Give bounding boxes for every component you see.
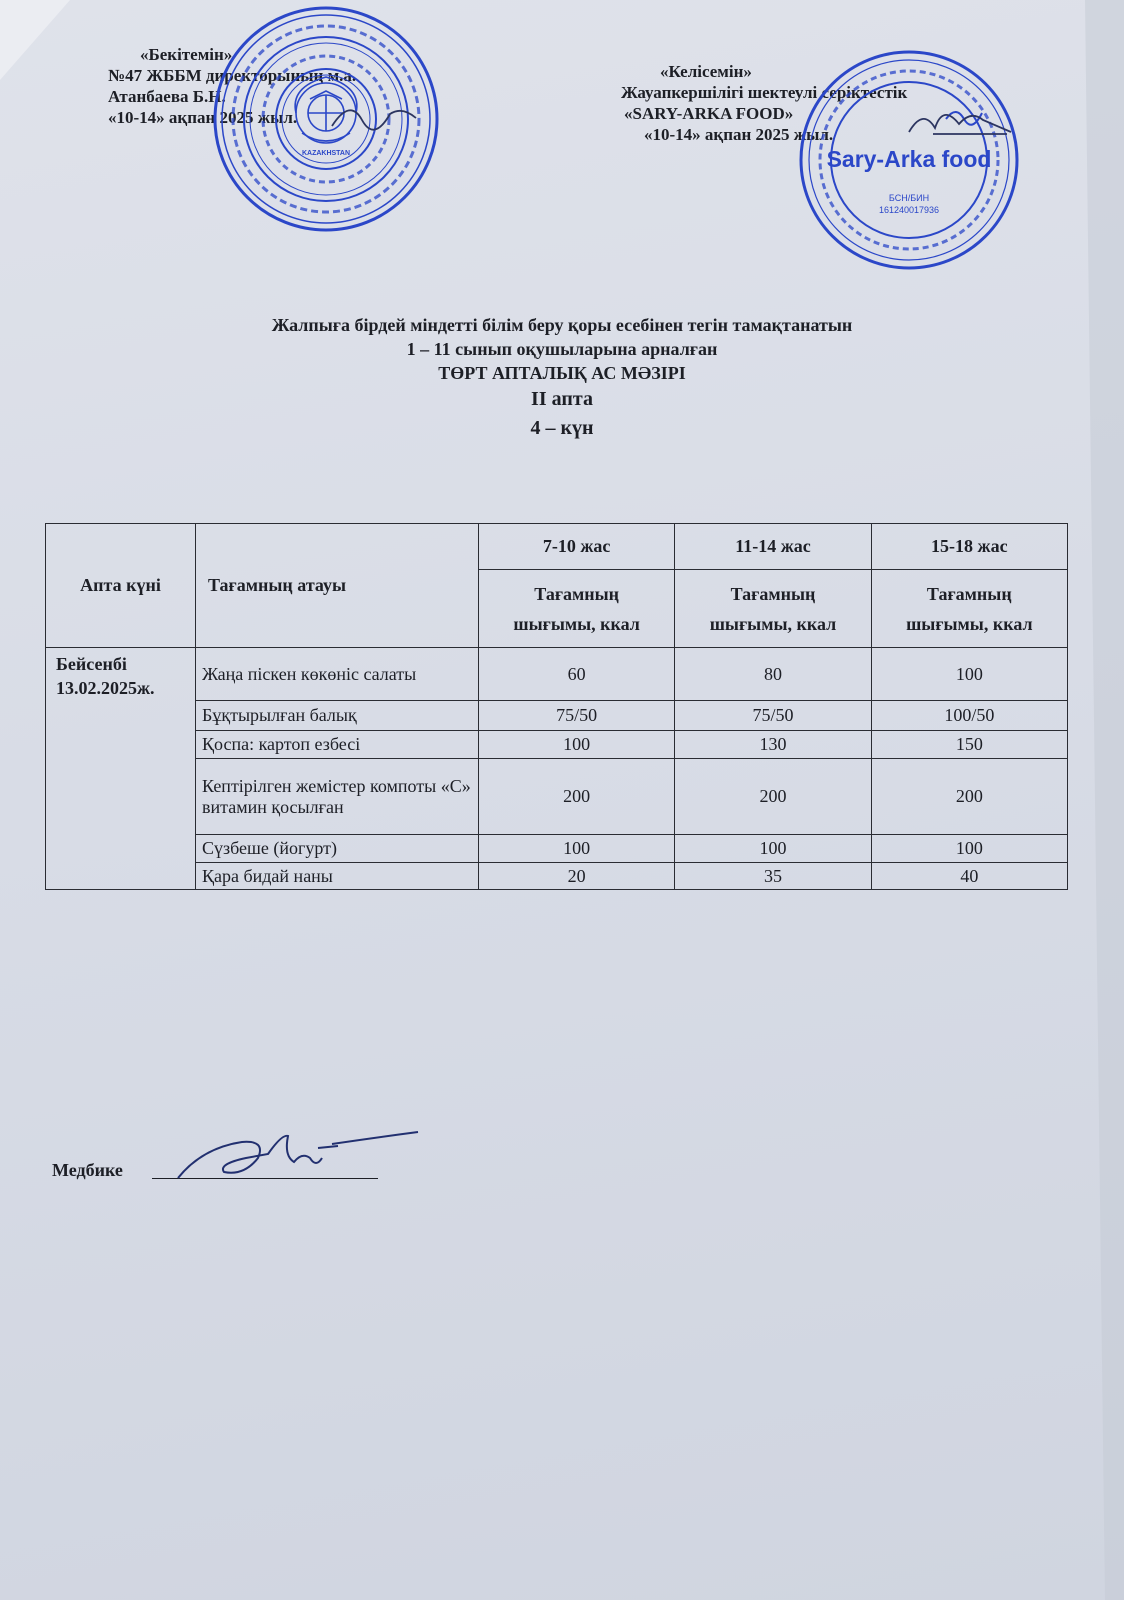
director-signature: [330, 96, 420, 136]
nurse-signature: [172, 1128, 432, 1184]
title-grades: 1 – 11 сынып оқушыларына арналған: [406, 339, 718, 359]
kcal-7-10: 100: [479, 731, 675, 759]
dish-name: Қоспа: картоп езбесі: [196, 731, 479, 759]
kcal-11-14: 200: [675, 759, 871, 835]
dish-name: Кептірілген жемістер компоты «С» витамин қосылған: [196, 759, 479, 835]
kcal-15-18: 40: [871, 863, 1067, 890]
approval-director: №47 ЖББМ директорының м.а.: [108, 66, 357, 85]
yield-line2: шығымы, ккал: [906, 613, 1033, 634]
yield-line1: Тағамның: [534, 583, 620, 604]
dish-name: Сүзбеше (йогурт): [196, 835, 479, 863]
agreement-heading: «Келісемін»: [660, 62, 752, 81]
kcal-11-14: 35: [675, 863, 871, 890]
school-stamp-text: KAZAKHSTAN: [301, 150, 351, 157]
company-stamp-bin-label: БСН/БИН: [888, 193, 930, 203]
title-fund: Жалпыға бірдей міндетті білім беру қоры есебінен тегін тамақтанатын: [271, 315, 853, 335]
kcal-15-18: 100: [871, 648, 1067, 701]
header-age-11-14: 11-14 жас: [675, 524, 871, 570]
kcal-15-18: 100/50: [871, 701, 1067, 731]
table-row: [46, 835, 1068, 863]
agreement-org-type: Жауапкершілігі шектеулі серіктестік: [621, 83, 908, 102]
header-yield: [871, 570, 1067, 648]
dish-name: Қара бидай наны: [196, 863, 479, 890]
company-stamp: [796, 47, 1022, 273]
kcal-7-10: 200: [479, 759, 675, 835]
kcal-11-14: 80: [675, 648, 871, 701]
table-row: [46, 648, 1068, 701]
kcal-7-10: 20: [479, 863, 675, 890]
header-dish: Тағамның атауы: [196, 524, 479, 648]
kcal-15-18: 150: [871, 731, 1067, 759]
table-row: [46, 731, 1068, 759]
title-day: 4 – күн: [530, 417, 594, 439]
yield-line2: шығымы, ккал: [709, 613, 837, 634]
approval-date: «10-14» ақпан 2025 жыл.: [108, 108, 298, 127]
table-row: [46, 759, 1068, 835]
dish-name: Жаңа піскен көкөніс салаты: [196, 648, 479, 701]
yield-line1: Тағамның: [730, 583, 816, 604]
yield-line2: шығымы, ккал: [513, 613, 640, 634]
day-name: Бейсенбі: [56, 654, 127, 674]
header-age-7-10: 7-10 жас: [479, 524, 675, 570]
header-yield: [479, 570, 675, 648]
kcal-7-10: 75/50: [479, 701, 675, 731]
company-stamp-bin: 161240017936: [878, 205, 940, 215]
header-day: Апта күні: [46, 524, 196, 648]
header-yield: [675, 570, 871, 648]
day-date: 13.02.2025ж.: [56, 678, 155, 698]
approval-name: Атанбаева Б.Н.: [108, 87, 226, 106]
kcal-15-18: 200: [871, 759, 1067, 835]
yield-line1: Тағамның: [926, 583, 1012, 604]
nurse-label: Медбике: [52, 1160, 123, 1180]
kcal-7-10: 60: [479, 648, 675, 701]
dish-name: Бұқтырылған балық: [196, 701, 479, 731]
kcal-7-10: 100: [479, 835, 675, 863]
kcal-11-14: 130: [675, 731, 871, 759]
menu-titles: [0, 313, 1124, 442]
title-week: II апта: [531, 388, 593, 410]
agreement-company: «SARY-ARKA FOOD»: [624, 104, 794, 123]
table-header-row: [46, 524, 1068, 570]
header-age-15-18: 15-18 жас: [871, 524, 1067, 570]
agreement-date: «10-14» ақпан 2025 жыл.: [644, 125, 834, 144]
title-menu: ТӨРТ АПТАЛЫҚ АС МӘЗІРІ: [438, 363, 686, 383]
menu-table: [45, 523, 1068, 890]
table-row: [46, 701, 1068, 731]
kcal-15-18: 100: [871, 835, 1067, 863]
day-cell: [46, 648, 196, 890]
table-row: [46, 863, 1068, 890]
company-stamp-brand: Sary-Arka food: [826, 146, 992, 172]
approval-heading: «Бекітемін»: [140, 45, 233, 64]
agreement-signature: [905, 98, 1015, 140]
kcal-11-14: 100: [675, 835, 871, 863]
kcal-11-14: 75/50: [675, 701, 871, 731]
